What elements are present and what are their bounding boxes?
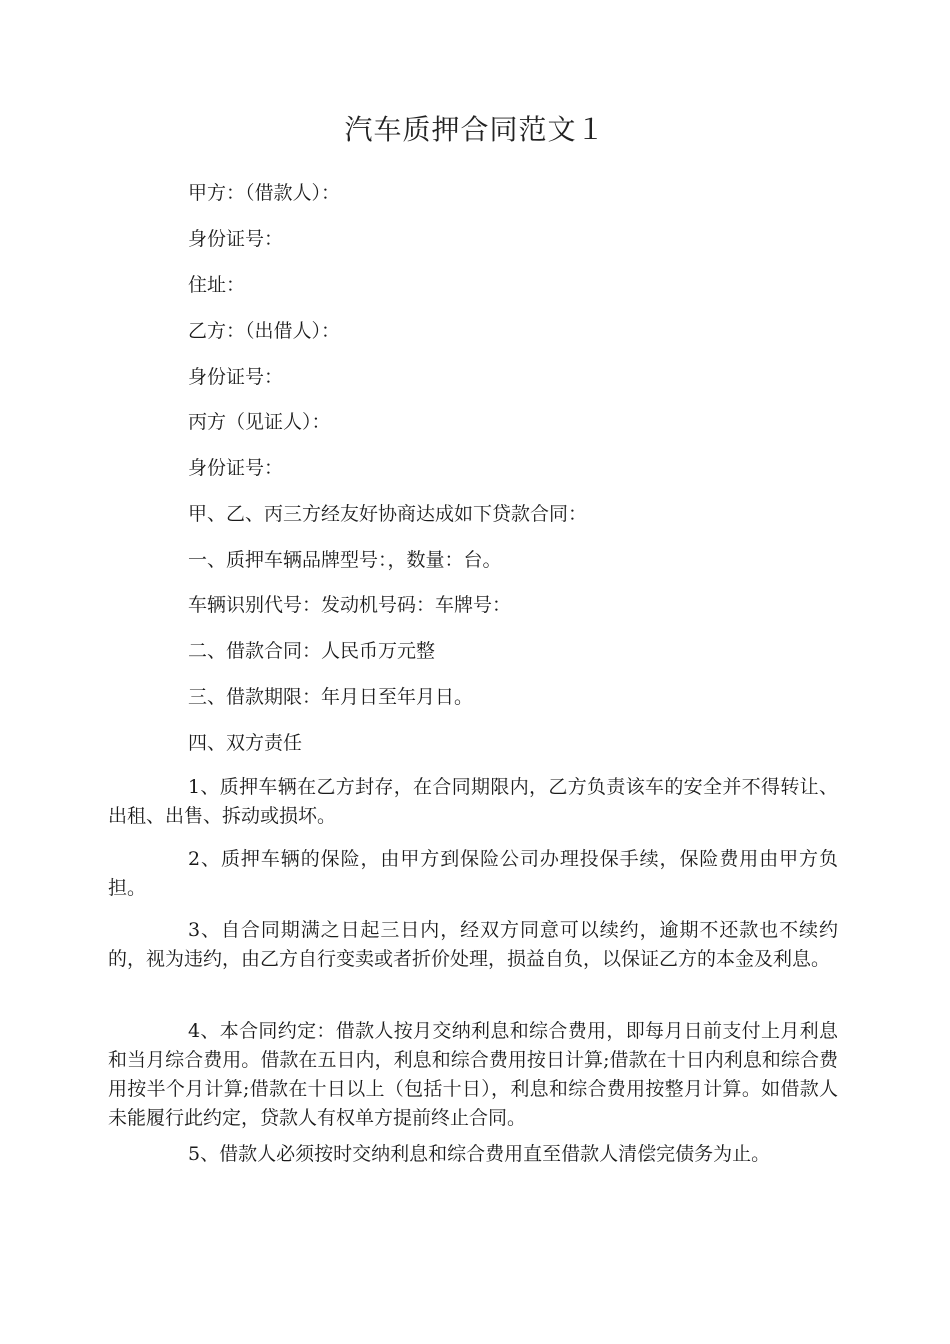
clause-4-heading: 四、双方责任	[188, 732, 303, 754]
party-c-id-line: 身份证号：	[188, 457, 284, 479]
clause-2-line: 二、借款合同：人民币万元整	[188, 640, 436, 662]
vehicle-info-line: 车辆识别代号：发动机号码：车牌号：	[188, 594, 512, 616]
responsibility-item-4: 4、本合同约定：借款人按月交纳利息和综合费用，即每月日前支付上月利息和当月综合费用。借款在五日内，利息和综合费用按日计算;借款在十日内利息和综合费用按半个月计算;借款在十日以上（包括十日），利息和综合费用按整月计算。如借款人未能履行此约定，贷款人有权单方提前终止合同。	[108, 1020, 838, 1129]
responsibility-item-1: 1、质押车辆在乙方封存，在合同期限内，乙方负责该车的安全并不得转让、出租、出售、拆动或损坏。	[108, 776, 838, 827]
party-a-line: 甲方：（借款人）：	[188, 182, 341, 204]
document-title: 汽车质押合同范文１	[344, 113, 606, 146]
responsibility-item-2: 2、质押车辆的保险，由甲方到保险公司办理投保手续，保险费用由甲方负担。	[108, 848, 838, 899]
party-b-id-line: 身份证号：	[188, 366, 284, 388]
party-b-line: 乙方：（出借人）：	[188, 320, 341, 342]
responsibility-item-5: 5、借款人必须按时交纳利息和综合费用直至借款人清偿完债务为止。	[188, 1143, 771, 1165]
intro-line: 甲、乙、丙三方经友好协商达成如下贷款合同：	[188, 503, 588, 525]
party-a-address-line: 住址：	[188, 274, 246, 296]
clause-3-line: 三、借款期限：年月日至年月日。	[188, 686, 474, 708]
responsibility-item-3: 3、自合同期满之日起三日内，经双方同意可以续约，逾期不还款也不续约的，视为违约，由乙方自行变卖或者折价处理，损益自负，以保证乙方的本金及利息。	[108, 919, 838, 970]
clause-1-line: 一、质押车辆品牌型号：，数量：台。	[188, 549, 502, 571]
party-c-line: 丙方（见证人）：	[188, 411, 331, 433]
party-a-id-line: 身份证号：	[188, 228, 284, 250]
